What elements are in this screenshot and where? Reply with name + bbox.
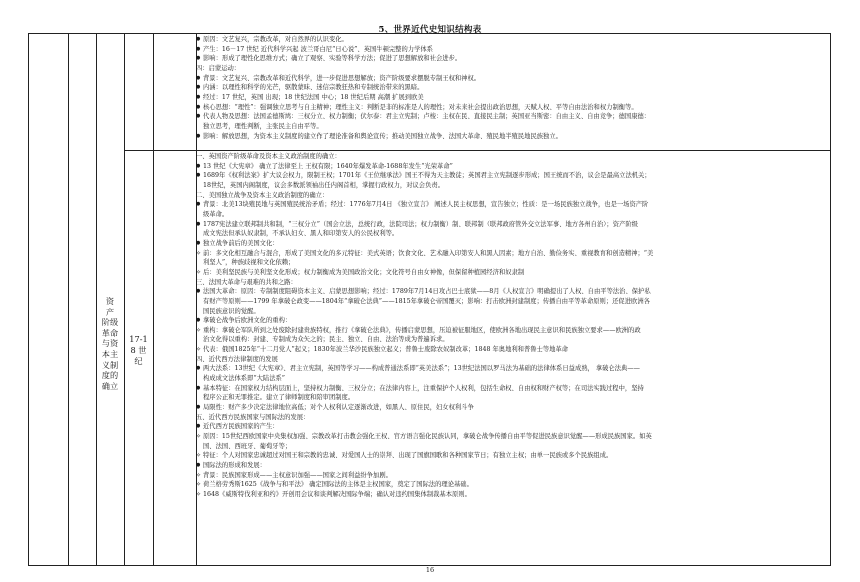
content-line: ● 背景：文艺复兴、宗教改革和近代科学，进一步促进思想解放；资产阶级要求摆脱专制王权和神权。 xyxy=(196,74,856,84)
content-line: ● 两大法系：13世纪《大宪章》、君主立宪制，英国等学习——构成普通法系即“英美法系”；13世纪法国以罗马法为基础的法律体系日益成熟， 拿破仑法典—— xyxy=(196,364,856,374)
page-title: 5、世界近代史知识结构表 xyxy=(378,25,482,35)
content-line: ● 近代西方民族国家的产生： xyxy=(196,422,856,432)
content-line: ✧ 荷兰格劳秀斯1625《战争与和平法》 确定国际法的主体是主权国家，奠定了国际法的理论基础。 xyxy=(196,480,856,490)
column-divider xyxy=(68,34,69,565)
enlightenment-cell xyxy=(196,35,856,141)
content-line: ✧ 1648《威斯特伐利亚和约》开创用会议和谈判解决国际争端；确认对违约国集体制裁基本原则。 xyxy=(196,490,856,500)
content-line: ✧ 背景：民族国家形成——主权意识加强——国家之间利益纷争加剧。 xyxy=(196,471,856,481)
content-line: ● 影响：形成了理性化思维方式；确立了观察、实验等科学方法；促进了思想解放和社会进步。 xyxy=(196,54,856,64)
content-line: 治文化得以重构：封建、专制成为众矢之的；民主、独立、自由、法治等成为普遍诉求。 xyxy=(203,336,449,344)
content-line: ✧ 特征：个人对国家忠诚超过对国王和宗教的忠诚、对爱国人士的崇拜、出现了国旗国歌和各种国家节日；有独立主权；由单一民族或多个民族组成。 xyxy=(196,451,856,461)
content-line: ✧ 代表：俄国1825年“十二月党人”起义；1830年波兰华沙民族独立起义；普鲁士废除农奴制改革；1848 年奥地利和普鲁士等地革命 xyxy=(196,345,856,355)
era-label-line: 义制 xyxy=(101,359,119,370)
content-line: 国民族意识的觉醒。 xyxy=(203,307,260,315)
content-line: 构成成文法体系即“大陆法系” xyxy=(203,375,286,383)
period-label xyxy=(124,334,153,367)
content-line: 二、美国独立战争及资本主义政治制度的确立： xyxy=(196,191,329,199)
content-line: 18世纪，英国内阁制度，议会多数派领袖出任内阁首相，掌握行政权力，对议会负责。 xyxy=(203,181,444,189)
era-label-line: 与资 xyxy=(101,338,119,349)
era-label-line: 度的 xyxy=(101,370,119,381)
content-line: ● 13 世纪《大宪章》 确立了法律至上 王权有限；1640年爆发革命-1688年发生“光荣革命” xyxy=(196,162,856,172)
content-line: ● 代表人物及思想：法国孟德斯鸠：三权分立、权力制衡；伏尔泰：君主立宪制；卢梭：主权在民、直接民主制；英国亚当斯密：自由主义、自由竞争；德国康德： xyxy=(196,112,856,122)
content-line: ● 国际法的形成和发展： xyxy=(196,461,856,471)
content-line: 国、法国、西班牙、葡萄牙等； xyxy=(203,442,292,450)
content-line: ● 原因：文艺复兴，宗教改革，对自然界的认识变化。 xyxy=(196,35,856,45)
era-label-line: 确立 xyxy=(101,380,119,391)
period-label-line: 纪 xyxy=(134,356,143,366)
content-line: 四、近代西方法律制度的发展 xyxy=(196,355,278,363)
content-line: ✧ 前：多文化相互融合与混合，形成了美国文化的多元特征：美式英语；饮食文化、艺术融入印第安人和黑人因素；地方自治、勤俭务实、重视教育和创造精神；“美 xyxy=(196,249,856,259)
page-number: 16 xyxy=(425,566,435,574)
content-line: ● 核心思想：“理性”：强调独立思考与自主精神；理性主义：判断是非的标准是人的理性；对未来社会提出政治思想，天赋人权、平等自由法治和权力制衡等。 xyxy=(196,103,856,113)
era-label xyxy=(96,296,124,426)
content-line: ● 产生：16－17 世纪 近代科学兴起 波兰哥白尼“日心说”、英国牛顿完整的力学体系 xyxy=(196,45,856,55)
content-line: ✧ 原因：15世纪西欧国家中央集权加强、宗教改革打击教会强化王权、官方语言强化民族认同，拿破仑战争传播自由平等促进民族意识觉醒——形成民族国家。如英 xyxy=(196,432,856,442)
content-line: ● 基本特征：在国家权力结构层面上，坚持权力制衡、三权分立；在法律内容上，注重保护个人权利，包括生命权、自由权和财产权等；在司法实践过程中，坚持 xyxy=(196,384,856,394)
era-label-line: 本主 xyxy=(101,348,119,359)
revolution-cell xyxy=(196,152,856,500)
content-line: 成文宪法但承认奴隶制，不承认妇女、黑人和印第安人的公民权利等。 xyxy=(203,230,399,238)
content-line: ● 独立战争前后的美国文化： xyxy=(196,239,856,249)
column-divider xyxy=(153,34,154,565)
content-line: ✧ 重构：拿破仑军队所到之处废除封建贵族特权，推行《拿破仑法典》，传播启蒙思想，压迫被征服地区，使欧洲各地出现民主意识和民族独立要求——欧洲的政 xyxy=(196,326,856,336)
content-line: ● 1689年《权利法案》扩大议会权力，限制王权；1701年《王位继承法》国王不得为天主教徒；英国君主立宪制逐步形成；国王统而不治，议会是最高立法机关； xyxy=(196,171,856,181)
period-label-line: 17-1 xyxy=(129,334,148,344)
content-line: 四：启蒙运动： xyxy=(196,64,241,72)
content-line: 利坚人”，种族歧视和文化依赖； xyxy=(203,259,295,267)
content-line: 独立思考，理性判断，主张民主自由平等。 xyxy=(203,122,323,130)
content-line: 有财产等原则——1799 年拿破仑政变——1804年“拿破仑法典”——1815年拿破仑帝国覆灭；影响：打击欧洲封建制度；传播自由平等革命原则；还促进欧洲各 xyxy=(203,297,650,305)
content-line: ● 局限性：财产多少决定法律地位高低；对个人权利认定逐渐改进，如黑人、原住民，妇女权利斗争 xyxy=(196,403,856,413)
content-line: 一、英国资产阶级革命及资本主义政治制度的确立： xyxy=(196,153,341,160)
content-line: ● 内涵：以理性和科学的光芒，驱散蒙昧、迷信宗教狂热和专制统治带来的黑暗。 xyxy=(196,83,856,93)
era-label-line: 资 xyxy=(105,296,115,306)
content-line: 三、法国大革命与艰难的共和之路： xyxy=(196,278,297,286)
column-divider xyxy=(124,34,125,565)
content-line: ● 背景：北美13块殖民地与英国殖民统治矛盾；经过：1776年7月4日 《独立宣言》 阐述人民主权思想，宣告独立；性质：是一场民族独立战争，也是一场资产阶 xyxy=(196,200,856,210)
content-line: ✧ 后：美利坚民族与美利坚文化形成；权力制衡成为美国政治文化；文化符号自由女神像，但保留种植园经济和奴隶制 xyxy=(196,268,856,278)
period-label-line: 8 世 xyxy=(130,345,147,355)
content-line: ● 拿破仑战争后欧洲文化的重构： xyxy=(196,316,856,326)
content-line: 级革命。 xyxy=(203,210,229,218)
content-line: 五、近代西方民族国家与国际法的发展： xyxy=(196,413,310,421)
row-divider xyxy=(124,150,830,151)
era-label-line: 阶级 xyxy=(101,317,119,328)
content-line: ● 经过：17 世纪，英国 出现；18 世纪法国 中心；18 世纪后期 高潮 扩展到欧美 xyxy=(196,93,856,103)
content-line: 程序公正和无罪推定。建立了律师制度和陪审团制度。 xyxy=(203,394,355,402)
era-label-line: 革命 xyxy=(101,327,119,338)
era-label-line: 产 xyxy=(105,306,115,317)
content-line: ● 法国大革命：原因：专制制度阻碍资本主义、启蒙思想影响；经过：1789年7月14日攻占巴士底狱——8月《人权宣言》明确提出了人权、自由平等法治、保护私 xyxy=(196,287,856,297)
content-line: ● 影响：解放思想，为资本主义制度的建立作了理论准备和舆论宣传；推动美国独立战争、法国大革命、殖民地半殖民地民族独立。 xyxy=(196,132,856,142)
content-line: ● 1787宪法建立联邦制共和制，“三权分立”（国会立法，总统行政，法院司法；权力制衡）制、联邦制（联邦政府管外交立法军事、地方各州自治）；资产阶级 xyxy=(196,220,856,230)
